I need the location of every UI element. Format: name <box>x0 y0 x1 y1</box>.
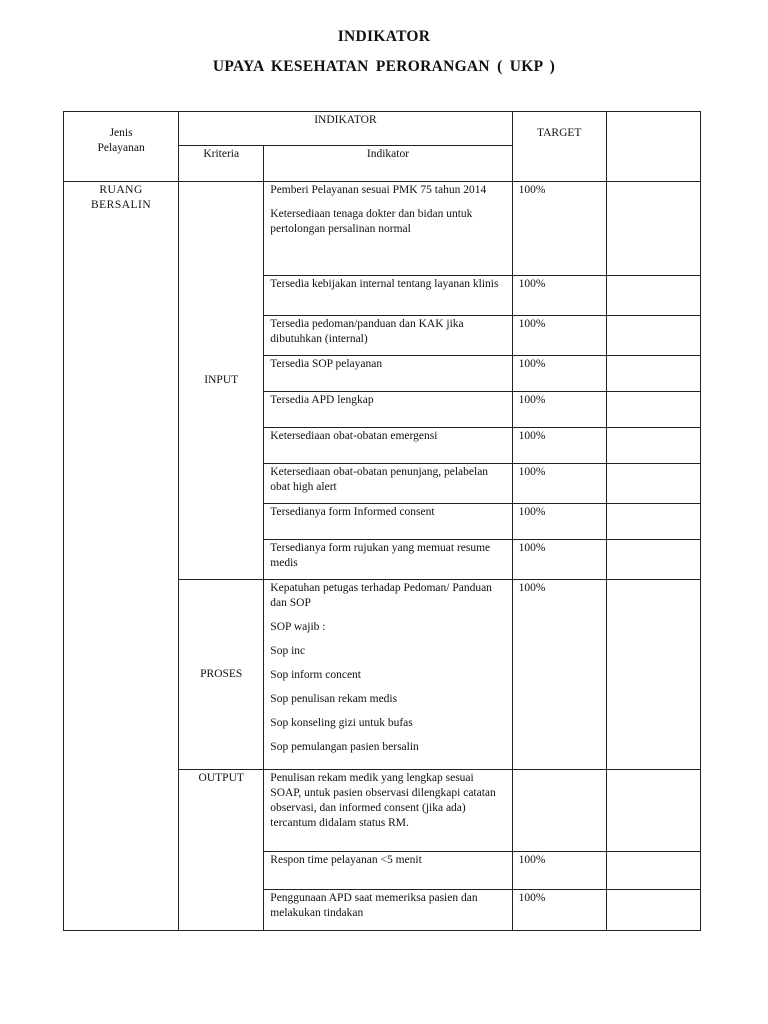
indicator-text: Sop penulisan rekam medis <box>270 693 398 705</box>
empty-cell <box>606 428 700 464</box>
indicator-text: Tersedia kebijakan internal tentang layanan klinis <box>270 278 499 290</box>
target-cell: 100% <box>512 852 606 890</box>
header-empty-cell <box>606 112 700 182</box>
indicator-table <box>63 111 701 931</box>
empty-cell <box>606 182 700 276</box>
table-row <box>64 182 701 276</box>
indicator-cell <box>264 392 512 428</box>
target-cell: 100% <box>512 890 606 931</box>
indicator-text: Tersedianya form rujukan yang memuat resume medis <box>270 542 491 569</box>
empty-cell <box>606 890 700 931</box>
indicator-cell <box>264 316 512 356</box>
target-cell: 100% <box>512 428 606 464</box>
criteria-input: INPUT <box>179 182 264 580</box>
header-indikator: Indikator <box>264 146 512 182</box>
empty-cell <box>606 504 700 540</box>
document-title: INDIKATOR <box>337 28 431 45</box>
empty-cell <box>606 770 700 852</box>
indicator-text: Penulisan rekam medik yang lengkap sesuai SOAP, untuk pasien observasi dilengkapi catatan observasi, dan informed consent (jika ada) tercantum didalam status RM. <box>270 772 496 829</box>
indicator-text: Sop inc <box>270 645 306 657</box>
target-cell: 100% <box>512 540 606 580</box>
indicator-text: Sop konseling gizi untuk bufas <box>270 717 413 729</box>
target-cell <box>512 770 606 852</box>
indicator-cell <box>264 428 512 464</box>
indicator-cell <box>264 580 512 770</box>
indicator-text: Pemberi Pelayanan sesuai PMK 75 tahun 2014 <box>270 184 487 196</box>
indicator-cell <box>264 276 512 316</box>
indicator-cell <box>264 182 512 276</box>
empty-cell <box>606 316 700 356</box>
header-indikator-group: INDIKATOR <box>179 112 513 146</box>
header-jenis-line2: Pelayanan <box>97 142 145 154</box>
service-line1: RUANG <box>99 184 143 196</box>
indicator-text: Penggunaan APD saat memeriksa pasien dan melakukan tindakan <box>270 892 478 919</box>
indicator-text: Tersedia pedoman/panduan dan KAK jika dibutuhkan (internal) <box>270 318 464 345</box>
empty-cell <box>606 356 700 392</box>
target-cell: 100% <box>512 580 606 770</box>
indicator-text: Kepatuhan petugas terhadap Pedoman/ Panduan dan SOP <box>270 582 492 609</box>
target-cell: 100% <box>512 464 606 504</box>
header-kriteria: Kriteria <box>179 146 264 182</box>
service-line2: BERSALIN <box>90 199 152 211</box>
service-cell <box>64 182 179 931</box>
indicator-cell <box>264 504 512 540</box>
criteria-output: OUTPUT <box>179 770 264 931</box>
empty-cell <box>606 392 700 428</box>
indicator-text: Sop inform concent <box>270 669 361 681</box>
indicator-text: Tersedia APD lengkap <box>270 394 374 406</box>
indicator-cell <box>264 356 512 392</box>
empty-cell <box>606 580 700 770</box>
target-cell: 100% <box>512 356 606 392</box>
indicator-cell <box>264 852 512 890</box>
indicator-text: Ketersediaan obat-obatan penunjang, pelabelan obat high alert <box>270 466 489 493</box>
indicator-cell <box>264 890 512 931</box>
empty-cell <box>606 276 700 316</box>
empty-cell <box>606 464 700 504</box>
indicator-text: Tersedianya form Informed consent <box>270 506 435 518</box>
empty-cell <box>606 852 700 890</box>
target-cell: 100% <box>512 182 606 276</box>
target-cell: 100% <box>512 504 606 540</box>
header-jenis-pelayanan <box>64 112 179 182</box>
header-target: TARGET <box>512 112 606 182</box>
indicator-cell <box>264 770 512 852</box>
indicator-text: Respon time pelayanan <5 menit <box>270 854 422 866</box>
table-header-row <box>64 112 701 146</box>
indicator-cell <box>264 464 512 504</box>
indicator-text: Sop pemulangan pasien bersalin <box>270 741 419 753</box>
target-cell: 100% <box>512 316 606 356</box>
indicator-text: Ketersediaan tenaga dokter dan bidan untuk pertolongan persalinan normal <box>270 208 473 235</box>
indicator-text: Ketersediaan obat-obatan emergensi <box>270 430 438 442</box>
target-cell: 100% <box>512 392 606 428</box>
empty-cell <box>606 540 700 580</box>
target-cell: 100% <box>512 276 606 316</box>
criteria-proses: PROSES <box>179 580 264 770</box>
indicator-text: SOP wajib : <box>270 621 326 633</box>
header-jenis-line1: Jenis <box>109 127 133 139</box>
indicator-text: Tersedia SOP pelayanan <box>270 358 383 370</box>
document-subtitle: UPAYA KESEHATAN PERORANGAN ( UKP ) <box>212 58 556 75</box>
indicator-cell <box>264 540 512 580</box>
